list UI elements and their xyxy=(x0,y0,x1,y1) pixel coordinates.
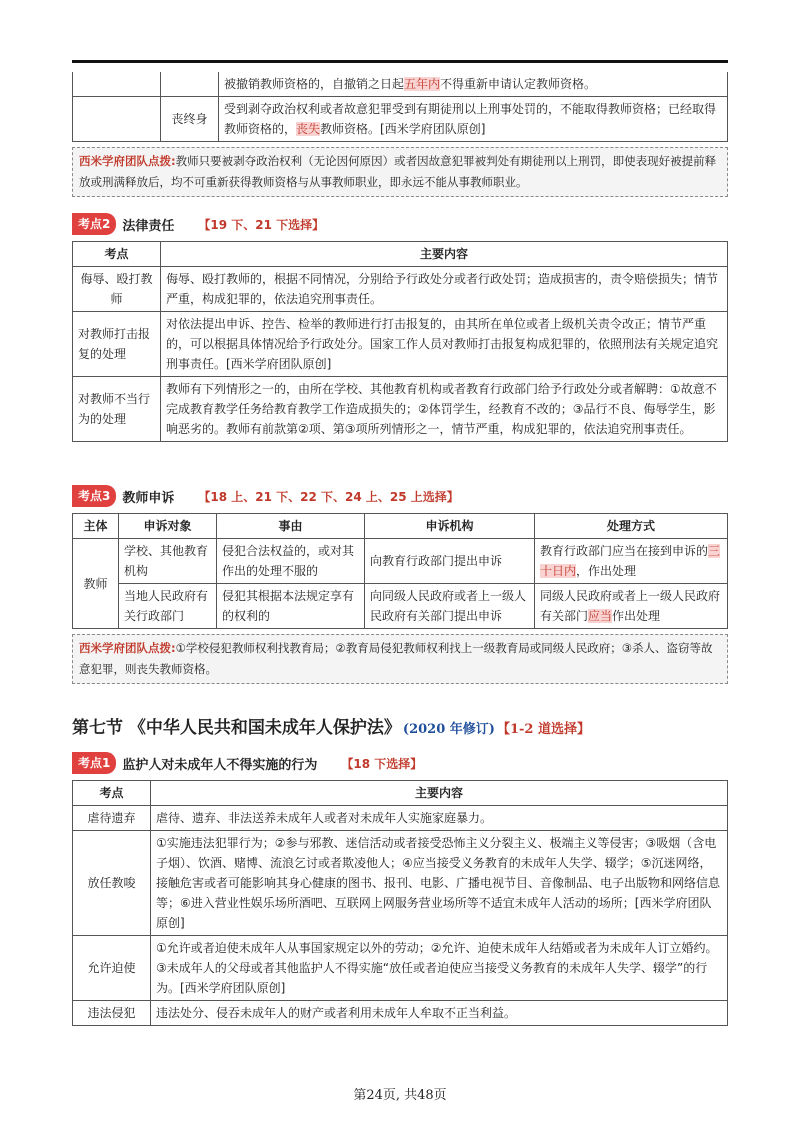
subject-cell: 教师 xyxy=(73,539,119,629)
tip-text: ①学校侵犯教师权利找教育局；②教育局侵犯教师权利找上一级教育局或同级人民政府；③杀人、盗窃等故意犯罪，则丧失教师资格。 xyxy=(79,641,713,676)
qualification-table-block xyxy=(72,72,728,197)
table-cell: 同级人民政府或者上一级人民政府有关部门应当作出处理 xyxy=(535,584,728,629)
column-header: 考点 xyxy=(73,781,151,806)
kd3-block xyxy=(72,485,728,684)
table-cell: ①实施违法犯罪行为；②参与邪教、迷信活动或者接受恐怖主义分裂主义、极端主义等侵害；③吸烟（含电子烟）、饮酒、赌博、流浪乞讨或者欺凌他人；④应当接受义务教育的未成年人失学、辍学；⑤沉迷网络，接触危害或者可能影响其身心健康的图书、报刊、电影、广播电视节目、音像制品、电子出版物和网络信息等；⑥进入营业性娱乐场所酒吧、互联网上网服务营业场所等不适宜未成年人活动的场所；[西米学府团队原创] xyxy=(151,831,728,936)
point-title: 教师申诉 xyxy=(122,490,175,506)
column-header: 考点 xyxy=(73,242,161,267)
tip-box xyxy=(72,634,728,684)
table-cell: 侵犯其根据本法规定享有的权利的 xyxy=(217,584,365,629)
table-row xyxy=(73,97,728,142)
table-row xyxy=(73,267,728,312)
section-heading: 第七节 《中华人民共和国未成年人保护法》 xyxy=(72,718,401,738)
table-row xyxy=(73,72,728,97)
section-tag: 【1-2 道选择】 xyxy=(496,722,590,737)
table-cell: 当地人民政府有关行政部门 xyxy=(119,584,217,629)
table-cell: 教育行政部门应当在接到申诉的三十日内，作出处理 xyxy=(535,539,728,584)
point-title: 法律责任 xyxy=(122,218,175,234)
tip-label: 西米学府团队点拨: xyxy=(79,154,176,168)
table-cell: 受到剥夺政治权利或者故意犯罪受到有期徒刑以上刑事处罚的，不能取得教师资格；已经取得教师资格的，丧失教师资格。[西米学府团队原创] xyxy=(219,97,728,142)
table-cell: ①允许或者迫使未成年人从事国家规定以外的劳动；②允许、迫使未成年人结婚或者为未成年人订立婚约。③未成年人的父母或者其他监护人不得实施“放任或者迫使应当接受义务教育的未成年人失学、辍学”的行为。[西米学府团队原创] xyxy=(151,936,728,1001)
row-label: 放任教唆 xyxy=(73,831,151,936)
table-row xyxy=(73,936,728,1001)
table-row xyxy=(73,312,728,377)
point-badge: 考点2 xyxy=(72,213,116,235)
table-cell: 向同级人民政府或者上一级人民政府有关部门提出申诉 xyxy=(365,584,535,629)
row-label: 违法侵犯 xyxy=(73,1001,151,1026)
qualification-table xyxy=(72,72,728,142)
table-row xyxy=(73,584,728,629)
row-label: 对教师打击报复的处理 xyxy=(73,312,161,377)
column-header: 申诉对象 xyxy=(119,514,217,539)
table-row xyxy=(73,831,728,936)
table-row xyxy=(73,1001,728,1026)
table-cell: 向教育行政部门提出申诉 xyxy=(365,539,535,584)
row-label: 虐待遗弃 xyxy=(73,806,151,831)
point-badge: 考点3 xyxy=(72,485,116,507)
column-header: 事由 xyxy=(217,514,365,539)
header-rule xyxy=(72,60,728,63)
table-cell: 教师有下列情形之一的，由所在学校、其他教育机构或者教育行政部门给予行政处分或者解聘：①故意不完成教育教学任务给教育教学工作造成损失的；②体罚学生，经教育不改的；③品行不良、侮辱学生，影响恶劣的。教师有前款第②项、第③项所列情形之一，情节严重，构成犯罪的，依法追究刑事责任。 xyxy=(161,377,728,442)
table-cell: 虐待、遗弃、非法送养未成年人或者对未成年人实施家庭暴力。 xyxy=(151,806,728,831)
row-label: 侮辱、殴打教师 xyxy=(73,267,161,312)
legal-liability-table xyxy=(72,241,728,442)
guardian-table xyxy=(72,780,728,1026)
table-cell: 侮辱、殴打教师的，根据不同情况，分别给予行政处分或者行政处罚；造成损害的，责令赔偿损失；情节严重，构成犯罪的，依法追究刑事责任。 xyxy=(161,267,728,312)
tip-text: 教师只要被剥夺政治权利（无论因何原因）或者因故意犯罪被判处有期徒刑以上刑罚，即使表现好被提前释放或刑满释放后，均不可重新获得教师资格与从事教师职业，即永远不能从事教师职业。 xyxy=(79,154,717,189)
table-cell: 被撤销教师资格的，自撤销之日起五年内不得重新申请认定教师资格。 xyxy=(219,72,728,97)
table-cell: 学校、其他教育机构 xyxy=(119,539,217,584)
column-header: 申诉机构 xyxy=(365,514,535,539)
kd2-block xyxy=(72,213,728,442)
appeal-table xyxy=(72,513,728,629)
row-label: 对教师不当行为的处理 xyxy=(73,377,161,442)
table-cell: 违法处分、侵吞未成年人的财产或者利用未成年人牟取不正当利益。 xyxy=(151,1001,728,1026)
tip-box xyxy=(72,147,728,197)
column-header: 主体 xyxy=(73,514,119,539)
tip-label: 西米学府团队点拨: xyxy=(79,641,176,655)
kd1-block xyxy=(72,752,728,1026)
section-year: (2020 年修订) xyxy=(402,722,495,737)
row-label: 丧终身 xyxy=(161,97,219,142)
column-header: 主要内容 xyxy=(151,781,728,806)
point-title: 监护人对未成年人不得实施的行为 xyxy=(122,757,318,773)
column-header: 处理方式 xyxy=(535,514,728,539)
page-number: 第24页, 共48页 xyxy=(353,1088,447,1103)
exam-tag: 【19 下、21 下选择】 xyxy=(198,217,325,232)
point-badge: 考点1 xyxy=(72,752,116,774)
table-row xyxy=(73,539,728,584)
exam-tag: 【18 下选择】 xyxy=(341,756,423,771)
exam-tag: 【18 上、21 下、22 下、24 上、25 上选择】 xyxy=(198,489,459,504)
table-cell: 对依法提出申诉、控告、检举的教师进行打击报复的，由其所在单位或者上级机关责令改正；情节严重的，可以根据具体情况给予行政处分。国家工作人员对教师打击报复构成犯罪的，依照刑法有关规定追究刑事责任。[西米学府团队原创] xyxy=(161,312,728,377)
table-row xyxy=(73,806,728,831)
table-cell: 侵犯合法权益的，或对其作出的处理不服的 xyxy=(217,539,365,584)
column-header: 主要内容 xyxy=(161,242,728,267)
row-label: 允许迫使 xyxy=(73,936,151,1001)
table-row xyxy=(73,377,728,442)
section-title xyxy=(72,713,728,738)
